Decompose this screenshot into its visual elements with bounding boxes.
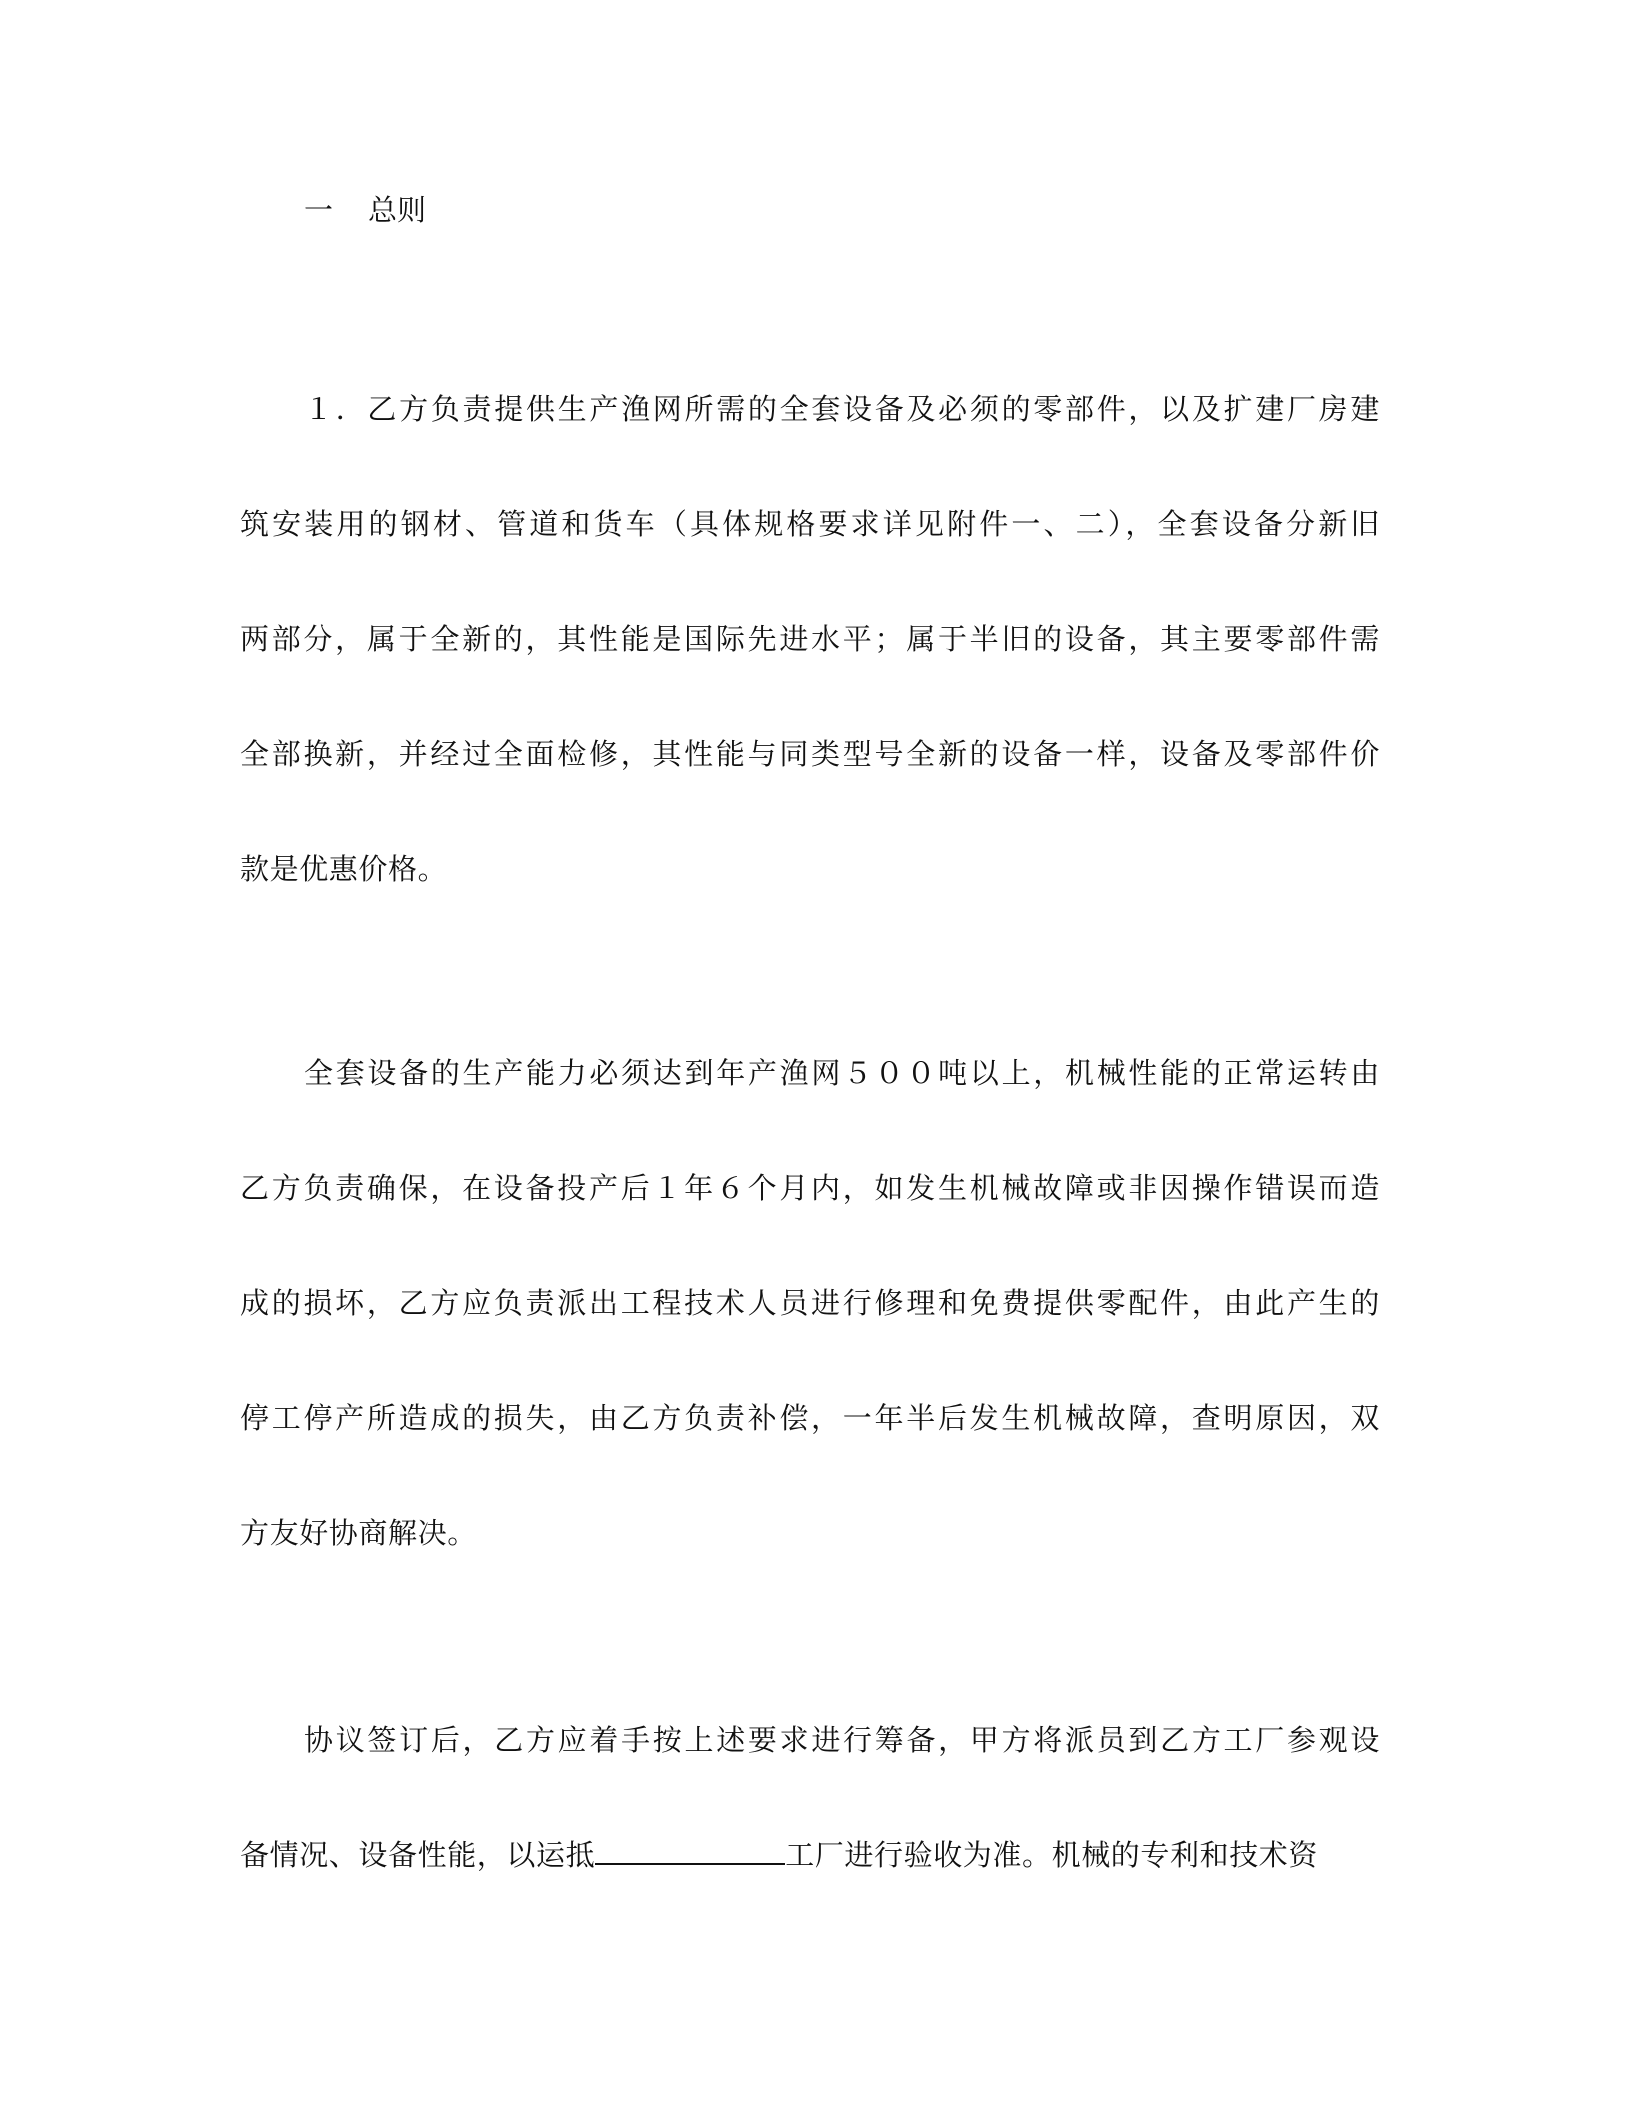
- section-heading: [304, 190, 426, 230]
- paragraph-line: １．乙方负责提供生产渔网所需的全套设备及必须的零部件，以及扩建厂房建: [304, 392, 1380, 426]
- paragraph-line: 成的损坏，乙方应负责派出工程技术人员进行修理和免费提供零配件，由此产生的: [240, 1286, 1380, 1320]
- paragraph-line: 两部分，属于全新的，其性能是国际先进水平；属于半旧的设备，其主要零部件需: [240, 622, 1380, 656]
- paragraph-line: 方友好协商解决。: [240, 1516, 477, 1550]
- paragraph-line: 全套设备的生产能力必须达到年产渔网５００吨以上，机械性能的正常运转由: [304, 1056, 1380, 1090]
- paragraph-line: 款是优惠价格。: [240, 852, 448, 886]
- paragraph-production-capacity: [240, 1016, 1380, 1591]
- paragraph-line-with-blank: [240, 1798, 1380, 1913]
- paragraph-equipment-supply: [240, 352, 1380, 927]
- paragraph-agreement-preparation: [240, 1683, 1380, 1913]
- paragraph-line: 筑安装用的钢材、管道和货车（具体规格要求详见附件一、二），全套设备分新旧: [240, 507, 1380, 541]
- fill-in-blank[interactable]: [595, 1833, 785, 1865]
- paragraph-line: 全部换新，并经过全面检修，其性能与同类型号全新的设备一样，设备及零部件价: [240, 737, 1380, 771]
- section-title: 总则: [368, 193, 427, 227]
- paragraph-line: 协议签订后，乙方应着手按上述要求进行筹备，甲方将派员到乙方工厂参观设: [304, 1723, 1380, 1757]
- text-before-blank: 备情况、设备性能，以运抵: [240, 1838, 596, 1872]
- text-after-blank: 工厂进行验收为准。机械的专利和技术资: [785, 1838, 1319, 1872]
- paragraph-line: 乙方负责确保，在设备投产后１年６个月内，如发生机械故障或非因操作错误而造: [240, 1171, 1380, 1205]
- section-number: 一: [304, 193, 334, 227]
- paragraph-line: 停工停产所造成的损失，由乙方负责补偿，一年半后发生机械故障，查明原因，双: [240, 1401, 1380, 1435]
